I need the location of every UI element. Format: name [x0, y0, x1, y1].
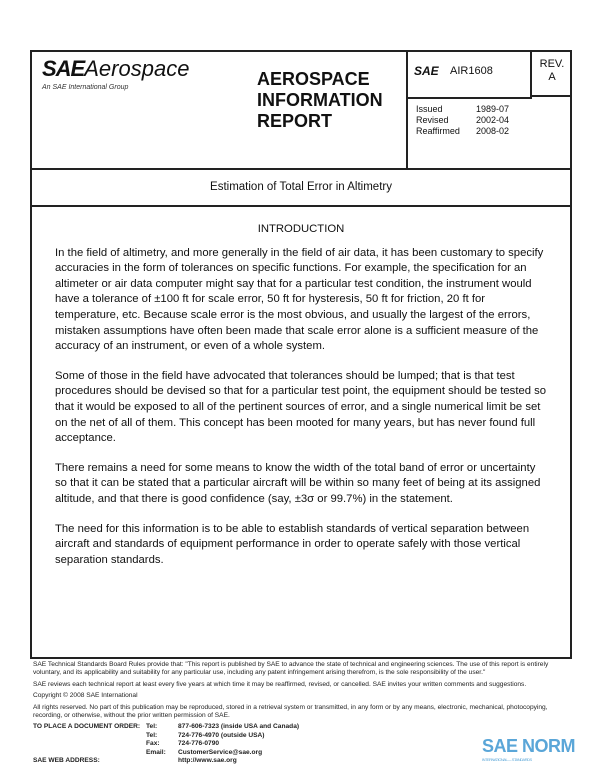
contact-value: 724-776-4970 (outside USA) [178, 731, 265, 739]
logo-subtitle: An SAE International Group [42, 84, 129, 91]
web-link[interactable]: http://www.sae.org [178, 757, 237, 765]
logo-sae: SAE [42, 56, 85, 81]
date-label: Revised [416, 115, 449, 125]
document-number-box [408, 52, 532, 99]
order-label: TO PLACE A DOCUMENT ORDER: [33, 723, 141, 731]
email-link[interactable]: CustomerService@sae.org [178, 748, 263, 756]
footer-copyright: Copyright © 2008 SAE International [33, 692, 138, 700]
date-value: 1989-07 [476, 104, 510, 114]
paragraph: The need for this information is to be able to establish standards of vertical separation between aircraft and standards of equipment performance in order to operate safely with those vertical separation standards. [55, 522, 530, 566]
section-heading: INTRODUCTION [257, 223, 345, 235]
report-type-line: INFORMATION [257, 90, 383, 110]
footer-rules: SAE Technical Standards Board Rules provide that: "This report is published by SAE to advance the state of technical and engineering sciences. The use of this report is entirely voluntary, and its applicability and suitability for any particular use, including any patent infringement arising therefrom, is the sole responsibility of the user." [33, 661, 549, 677]
contact-label: Tel: [146, 731, 158, 739]
date-value: 2008-02 [476, 126, 510, 136]
report-type-line: AEROSPACE [257, 69, 370, 89]
contact-label: Email: [146, 748, 166, 756]
header [32, 52, 570, 170]
paragraph: In the field of altimetry, and more generally in the field of air data, it has been customary to specify accuracies in the form of tolerances on specific functions. For example, the specification for an altimeter or air data computer might say that for a particular test condition, the instrument would have a tolerance of ±100 ft for scale error, 50 ft for hysteresis, 50 ft for friction, 20 ft for temperature, etc. Because scale error is the most obvious, and usually the largest of the errors, mistaken assumptions have often been made that scale error alone is a sufficient measure of the accuracy of an instrument, or even of a whole system. [55, 246, 544, 353]
date-label: Reaffirmed [416, 126, 460, 136]
report-type-line: REPORT [257, 111, 333, 131]
watermark-text: SAE NORM [482, 736, 576, 756]
document-info [406, 52, 572, 168]
paragraph: Some of those in the field have advocated that tolerances should be lumped; that is that test procedures should be devised so that for a particular test point, the equipment should be tested so that it would be exposed to all of the pertinent sources of error, and a single numerical limit be set on the net of all of them. This concept has been mooted for many years, but has never found full acceptance. [55, 369, 547, 445]
contact-value: 877-606-7323 (inside USA and Canada) [178, 723, 300, 731]
date-value: 2002-04 [476, 115, 510, 125]
paragraph: There remains a need for some means to know the width of the total band of error or uncertainty so that it can be stated that a particular aircraft will be within so many feet of being at its assigned altitude, and that there is good confidence (say, ±3σ or 99.7%) in the statement. [55, 461, 541, 505]
body [55, 222, 547, 582]
sae-norm-watermark [482, 736, 575, 762]
document-number: AIR1608 [450, 65, 493, 77]
rev-label: REV. [539, 58, 565, 70]
watermark-sub: INTERNATIONAL — STANDARDS [482, 757, 532, 762]
rev-value: A [548, 71, 556, 83]
footer-rights: All rights reserved. No part of this publication may be reproduced, stored in a retrieval system or transmitted, in any form or by any means, electronic, mechanical, photocopying, recording, or otherwise, without the prior written permission of SAE. [33, 703, 548, 720]
sae-aerospace-logo [42, 56, 189, 92]
contact-value: 724-776-0790 [178, 740, 220, 748]
order-info [33, 723, 299, 765]
report-type [257, 69, 383, 132]
web-label: SAE WEB ADDRESS: [33, 757, 100, 765]
revision-box [532, 52, 572, 97]
contact-label: Tel: [146, 723, 158, 731]
dates [416, 104, 509, 137]
sae-logo-small: SAE [414, 64, 439, 78]
date-label: Issued [416, 104, 443, 114]
logo-aerospace: Aerospace [84, 56, 190, 81]
document-title: Estimation of Total Error in Altimetry [32, 170, 570, 207]
footer-review: SAE reviews each technical report at least every five years at which time it may be reaffirmed, revised, or cancelled. SAE invites your written comments and suggestions. [33, 680, 527, 688]
cover-frame [30, 50, 572, 659]
contact-label: Fax: [146, 740, 160, 748]
